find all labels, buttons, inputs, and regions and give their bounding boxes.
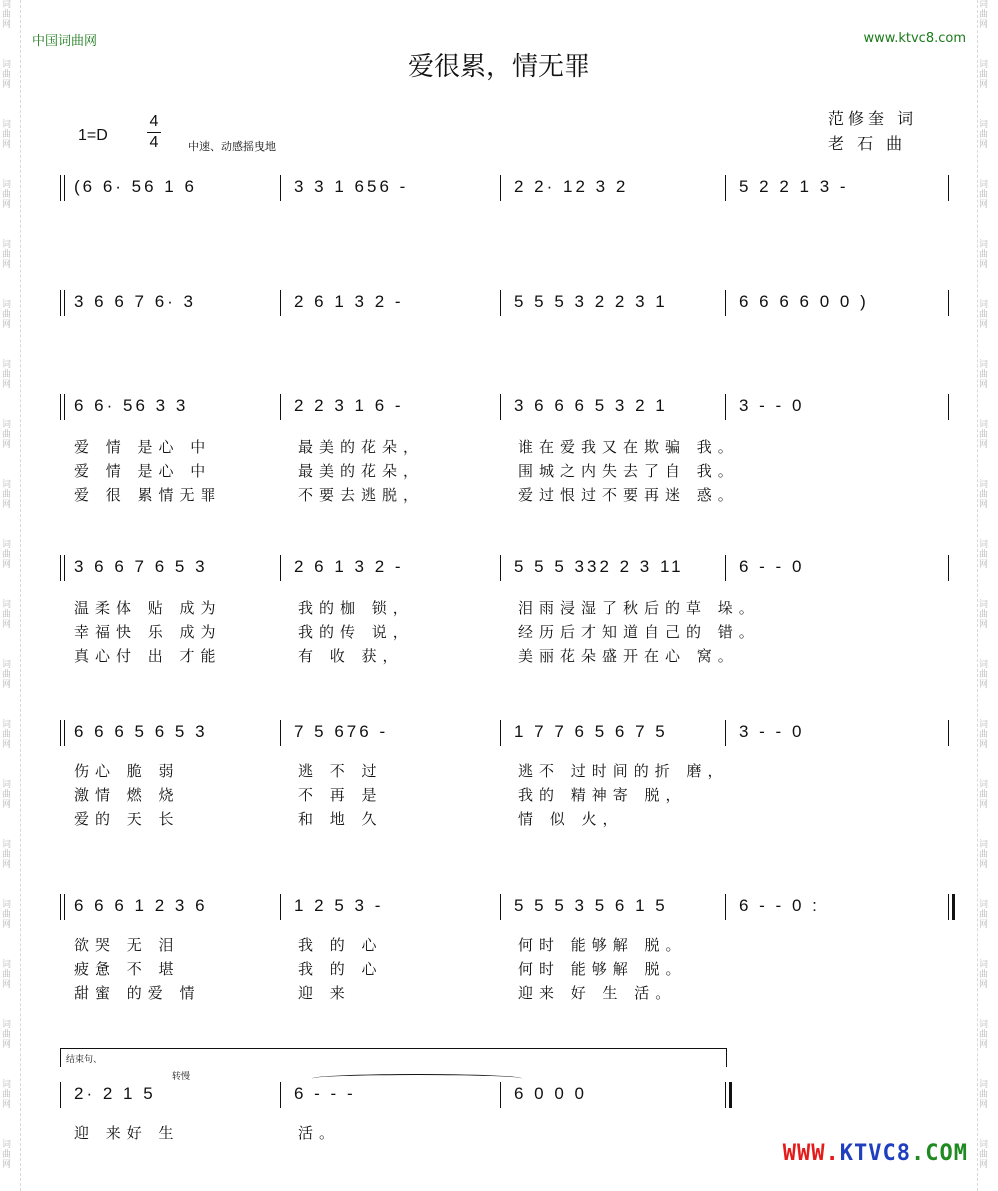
edge-watermark-text: 词曲网	[978, 660, 988, 690]
barline	[725, 290, 726, 316]
barline	[280, 720, 281, 746]
site-url: www.ktvc8.com	[863, 31, 966, 46]
lyric-phrase: 和 地 久	[298, 810, 383, 828]
barline	[948, 175, 949, 201]
lyric-phrase: 经历后才知道自己的 错。	[518, 623, 760, 641]
lyric-phrase: 逃 不 过	[298, 762, 383, 780]
measure-notes: 3 6 6 6 5 3 2 1	[514, 396, 668, 415]
barline	[948, 894, 949, 920]
edge-watermark-text: 词曲网	[2, 300, 12, 330]
measure-notes: 3 6 6 7 6 5 3	[74, 557, 208, 576]
edge-watermark-text: 词曲网	[2, 600, 12, 630]
barline	[60, 290, 61, 316]
time-signature	[147, 112, 161, 153]
lyric-phrase: 爱 情 是心 中	[74, 462, 212, 480]
barline	[60, 394, 61, 420]
barline	[948, 555, 949, 581]
edge-watermark-text: 词曲网	[2, 120, 12, 150]
edge-watermark-text: 词曲网	[2, 0, 12, 30]
edge-watermark-text: 词曲网	[978, 480, 988, 510]
edge-watermark-text: 词曲网	[2, 780, 12, 810]
barline	[60, 175, 61, 201]
measure-notes: 5 2 2 1 3 -	[739, 177, 849, 196]
barline	[280, 1082, 281, 1108]
edge-watermark-text: 词曲网	[2, 60, 12, 90]
edge-watermark-text: 词曲网	[978, 60, 988, 90]
edge-watermark-text: 词曲网	[978, 1140, 988, 1170]
lyric-phrase: 最美的花朵，	[298, 438, 425, 456]
edge-watermark-text: 词曲网	[2, 240, 12, 270]
measure-notes: 2 6 1 3 2 -	[294, 292, 404, 311]
lyric-phrase: 我的传 说，	[298, 623, 414, 641]
measure-notes: 1 2 5 3 -	[294, 896, 384, 915]
tie-slur	[312, 1074, 522, 1083]
barline	[725, 555, 726, 581]
lyric-phrase: 我的 精神寄 脱，	[518, 786, 687, 804]
barline	[948, 290, 949, 316]
lyric-phrase: 伤心 脆 弱	[74, 762, 180, 780]
measure-notes: 3 - - 0	[739, 396, 805, 415]
edge-watermark-text: 词曲网	[978, 180, 988, 210]
edge-watermark-text: 词曲网	[978, 720, 988, 750]
logo-part-2: KTVC8	[839, 1141, 912, 1166]
lyric-phrase: 幸福快 乐 成为	[74, 623, 222, 641]
lyric-phrase: 谁在爱我又在欺骗 我。	[518, 438, 739, 456]
lyric-phrase: 我 的 心	[298, 936, 383, 954]
measure-notes: 5 5 5 332 2 3 11	[514, 557, 684, 576]
edge-watermark-text: 词曲网	[978, 540, 988, 570]
logo-part-1: WWW.	[782, 1141, 840, 1166]
measure-notes: 6 6 6 5 6 5 3	[74, 722, 208, 741]
barline	[725, 894, 726, 920]
barline	[500, 555, 501, 581]
barline	[280, 290, 281, 316]
barline	[280, 394, 281, 420]
edge-watermark-text: 词曲网	[2, 360, 12, 390]
lyric-phrase: 迎 来好 生	[74, 1124, 180, 1142]
measure-notes: 5 5 5 3 5 6 1 5	[514, 896, 668, 915]
measure-notes: 6 - - -	[294, 1084, 356, 1103]
edge-watermark-text: 词曲网	[978, 900, 988, 930]
lyric-phrase: 迎来 好 生 活。	[518, 984, 677, 1002]
edge-watermark-text: 词曲网	[978, 300, 988, 330]
edge-watermark-text: 词曲网	[978, 120, 988, 150]
tempo-marking: 中速、动感摇曳地	[188, 140, 276, 153]
meter-top: 4	[147, 112, 161, 133]
edge-watermark-text: 词曲网	[2, 1080, 12, 1110]
barline	[60, 1082, 61, 1108]
barline	[948, 720, 949, 746]
slow-down-marking: 转慢	[172, 1072, 191, 1082]
lyric-phrase: 我 的 心	[298, 960, 383, 978]
barline	[725, 394, 726, 420]
composer-credit: 老 石 曲	[828, 134, 907, 153]
lyric-phrase: 爱 很 累情无罪	[74, 486, 222, 504]
measure-notes: (6 6· 56 1 6	[74, 177, 197, 196]
lyric-phrase: 泪雨浸湿了秋后的草 垛。	[518, 599, 760, 617]
lyric-phrase: 激情 燃 烧	[74, 786, 180, 804]
edge-watermark-text: 词曲网	[978, 420, 988, 450]
lyric-phrase: 真心付 出 才能	[74, 647, 222, 665]
barline	[500, 720, 501, 746]
logo-part-3: .COM	[911, 1141, 968, 1166]
edge-watermark-text: 词曲网	[2, 660, 12, 690]
edge-watermark-text: 词曲网	[2, 840, 12, 870]
edge-watermark-text: 词曲网	[2, 420, 12, 450]
measure-notes: 6 - - 0	[739, 557, 805, 576]
ending-bracket	[60, 1048, 727, 1067]
measure-notes: 6 0 0 0	[514, 1084, 587, 1103]
edge-watermark-text: 词曲网	[2, 180, 12, 210]
edge-watermark-text: 词曲网	[978, 960, 988, 990]
edge-watermark-text: 词曲网	[978, 0, 988, 30]
ktvc8-logo	[783, 1141, 968, 1166]
measure-notes: 2 2· 12 3 2	[514, 177, 629, 196]
barline	[725, 175, 726, 201]
barline	[500, 1082, 501, 1108]
lyric-phrase: 活。	[298, 1124, 341, 1142]
barline	[60, 555, 61, 581]
edge-watermark-text: 词曲网	[2, 1020, 12, 1050]
site-name: 中国词曲网	[32, 34, 98, 49]
lyric-phrase: 美丽花朵盛开在心 窝。	[518, 647, 739, 665]
edge-watermark-text: 词曲网	[2, 480, 12, 510]
edge-watermark-text: 词曲网	[978, 360, 988, 390]
lyric-phrase: 爱的 天 长	[74, 810, 180, 828]
measure-notes: 1 7 7 6 5 6 7 5	[514, 722, 668, 741]
left-edge-watermark	[2, 0, 21, 1191]
lyric-phrase: 何时 能够解 脱。	[518, 936, 687, 954]
edge-watermark-text: 词曲网	[2, 720, 12, 750]
measure-notes: 2 6 1 3 2 -	[294, 557, 404, 576]
lyric-phrase: 最美的花朵，	[298, 462, 425, 480]
ending-label: 结束句、	[66, 1055, 103, 1065]
edge-watermark-text: 词曲网	[2, 1140, 12, 1170]
lyric-phrase: 欲哭 无 泪	[74, 936, 180, 954]
lyric-phrase: 情 似 火，	[518, 810, 624, 828]
lyricist-credit: 范修奎 词	[828, 109, 918, 128]
edge-watermark-text: 词曲网	[978, 1020, 988, 1050]
measure-notes: 6 6 6 6 0 0 )	[739, 292, 869, 311]
edge-watermark-text: 词曲网	[2, 900, 12, 930]
edge-watermark-text: 词曲网	[2, 540, 12, 570]
measure-notes: 2· 2 1 5	[74, 1084, 156, 1103]
lyric-phrase: 温柔体 贴 成为	[74, 599, 222, 617]
barline	[725, 1082, 726, 1108]
barline	[60, 894, 61, 920]
measure-notes: 6 - - 0 :	[739, 896, 820, 915]
key-signature: 1=D	[78, 127, 108, 144]
barline	[500, 394, 501, 420]
barline	[280, 894, 281, 920]
barline	[500, 175, 501, 201]
lyric-phrase: 逃不 过时间的折 磨，	[518, 762, 729, 780]
lyric-phrase: 不要去逃脱，	[298, 486, 425, 504]
barline	[948, 394, 949, 420]
edge-watermark-text: 词曲网	[978, 1080, 988, 1110]
lyric-phrase: 迎 来	[298, 984, 351, 1002]
lyric-phrase: 有 收 获，	[298, 647, 404, 665]
measure-notes: 6 6· 56 3 3	[74, 396, 189, 415]
measure-notes: 3 3 1 656 -	[294, 177, 409, 196]
lyric-phrase: 爱 情 是心 中	[74, 438, 212, 456]
measure-notes: 7 5 676 -	[294, 722, 389, 741]
barline	[500, 894, 501, 920]
measure-notes: 6 6 6 1 2 3 6	[74, 896, 208, 915]
lyric-phrase: 围城之内失去了自 我。	[518, 462, 739, 480]
song-title: 爱很累，情无罪	[407, 52, 590, 82]
lyric-phrase: 不 再 是	[298, 786, 383, 804]
lyric-phrase: 我的枷 锁，	[298, 599, 414, 617]
lyric-phrase: 疲惫 不 堪	[74, 960, 180, 978]
barline	[725, 720, 726, 746]
edge-watermark-text: 词曲网	[978, 780, 988, 810]
edge-watermark-text: 词曲网	[978, 840, 988, 870]
edge-watermark-text: 词曲网	[978, 600, 988, 630]
measure-notes: 2 2 3 1 6 -	[294, 396, 404, 415]
lyric-phrase: 爱过恨过不要再迷 惑。	[518, 486, 739, 504]
measure-notes: 3 6 6 7 6· 3	[74, 292, 197, 311]
barline	[60, 720, 61, 746]
edge-watermark-text: 词曲网	[2, 960, 12, 990]
lyric-phrase: 何时 能够解 脱。	[518, 960, 687, 978]
meter-bottom: 4	[149, 134, 159, 151]
edge-watermark-text: 词曲网	[978, 240, 988, 270]
measure-notes: 5 5 5 3 2 2 3 1	[514, 292, 668, 311]
barline	[280, 555, 281, 581]
barline	[280, 175, 281, 201]
lyric-phrase: 甜蜜 的爱 情	[74, 984, 201, 1002]
right-edge-watermark	[977, 0, 996, 1191]
measure-notes: 3 - - 0	[739, 722, 805, 741]
barline	[500, 290, 501, 316]
